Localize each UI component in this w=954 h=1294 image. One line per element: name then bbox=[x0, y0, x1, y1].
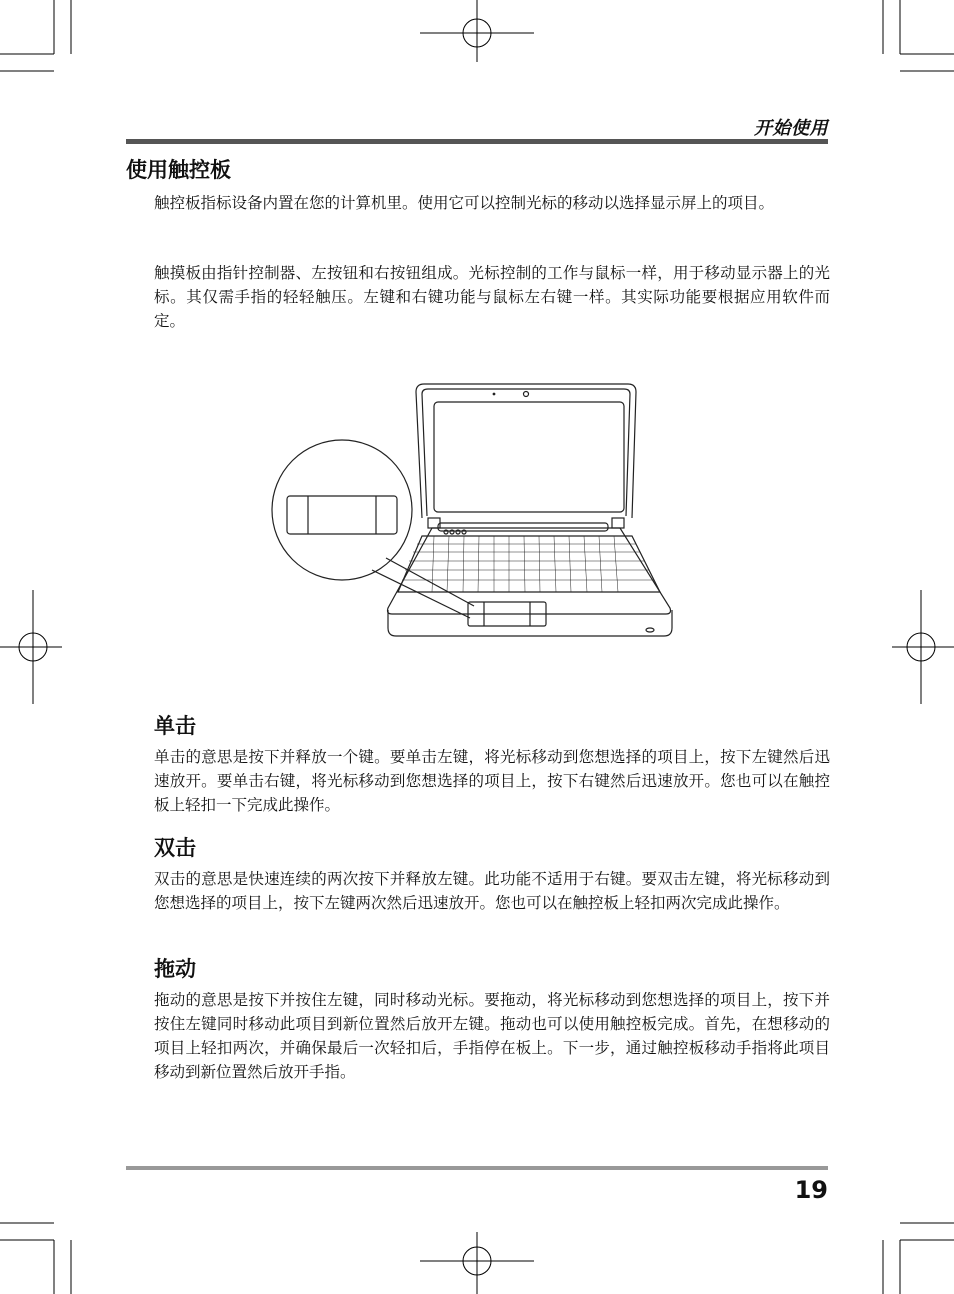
intro-paragraph-2: 触摸板由指针控制器、左按钮和右按钮组成。光标控制的工作与鼠标一样，用于移动显示器上的光标。其仅需手指的轻轻触压。左键和右键功能与鼠标左右键一样。其实际功能要根据应用软件而定。 bbox=[154, 264, 830, 330]
laptop-touchpad-figure bbox=[262, 380, 682, 642]
footer-rule bbox=[126, 1166, 828, 1170]
registration-mark-bottom bbox=[420, 1232, 534, 1294]
running-header: 开始使用 bbox=[754, 118, 828, 139]
section-body-drag: 拖动的意思是按下并按住左键，同时移动光标。要拖动，将光标移动到您想选择的项目上，按下并按住左键同时移动此项目到新位置然后放开左键。拖动也可以使用触控板完成。首先，在想移动的项目上轻扣两次，并确保最后一次轻扣后，手指停在板上。下一步，通过触控板移动手指将此项目移动到新位置然后放开手指。 bbox=[154, 991, 830, 1081]
section-body-double-click: 双击的意思是快速连续的两次按下并释放左键。此功能不适用于右键。要双击左键，将光标移动到您想选择的项目上，按下左键两次然后迅速放开。您也可以在触控板上轻扣两次完成此操作。 bbox=[154, 870, 830, 912]
crop-mark-bottom-left bbox=[0, 1214, 80, 1294]
crop-mark-top-right bbox=[874, 0, 954, 80]
page-number: 19 bbox=[794, 1176, 828, 1204]
crop-mark-bottom-right bbox=[874, 1214, 954, 1294]
section-title-drag: 拖动 bbox=[154, 957, 196, 981]
laptop-touchpad-illustration bbox=[262, 380, 682, 642]
header-rule bbox=[126, 139, 828, 144]
registration-mark-right bbox=[892, 590, 954, 704]
section-body-single-click: 单击的意思是按下并释放一个键。要单击左键，将光标移动到您想选择的项目上，按下左键然后迅速放开。要单击右键，将光标移动到您想选择的项目上，按下右键然后迅速放开。您也可以在触控板上轻扣一下完成此操作。 bbox=[154, 748, 830, 814]
intro-paragraph-1: 触控板指标设备内置在您的计算机里。使用它可以控制光标的移动以选择显示屏上的项目。 bbox=[154, 194, 775, 212]
page-title: 使用触控板 bbox=[126, 158, 231, 182]
section-title-single-click: 单击 bbox=[154, 714, 196, 738]
crop-mark-top-left bbox=[0, 0, 80, 80]
section-title-double-click: 双击 bbox=[154, 836, 196, 860]
registration-mark-left bbox=[0, 590, 62, 704]
registration-mark-top bbox=[420, 0, 534, 62]
